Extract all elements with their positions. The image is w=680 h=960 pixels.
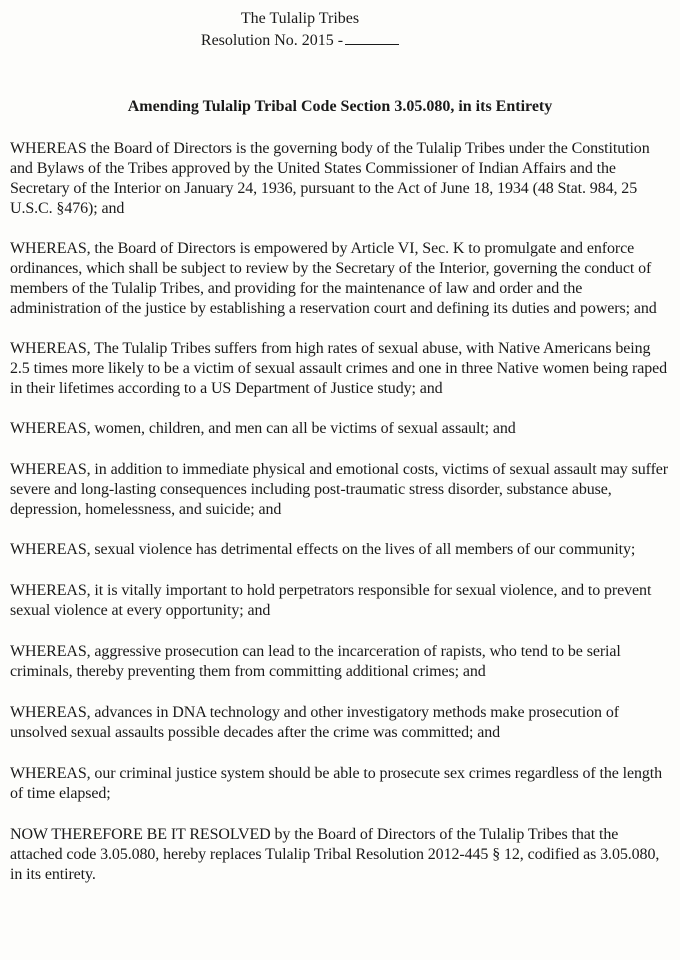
organization-name: The Tulalip Tribes — [240, 10, 360, 27]
whereas-paragraph-1: WHEREAS the Board of Directors is the governing body of the Tulalip Tribes under the Constitution and Bylaws of the Tribes approved by the United States Commissioner of Indian Affairs and the Secretary of the Interior on January 24, 1936, pursuant to the Act of June 18, 1934 (48 Stat. 984, 25 U.S.C. §476); and — [10, 140, 650, 217]
whereas-paragraph-2: WHEREAS, the Board of Directors is empowered by Article VI, Sec. K to promulgate and enforce ordinances, which shall be subject to review by the Secretary of the Interior, governing the conduct of members of the Tulalip Tribes, and providing for the maintenance of law and order and the administration of the justice by establishing a reservation court and defining its duties and powers; and — [10, 240, 657, 317]
document-header — [0, 8, 600, 51]
resolved-paragraph: NOW THEREFORE BE IT RESOLVED by the Board of Directors of the Tulalip Tribes that the attached code 3.05.080, hereby replaces Tulalip Tribal Resolution 2012-445 § 12, codified as 3.05.080, in its entirety. — [10, 826, 660, 883]
resolution-label: Resolution No. 2015 - — [200, 32, 344, 49]
resolution-body — [10, 139, 672, 885]
whereas-paragraph-10: WHEREAS, our criminal justice system should be able to prosecute sex crimes regardless of the length of time elapsed; — [10, 765, 663, 802]
whereas-paragraph-7: WHEREAS, it is vitally important to hold perpetrators responsible for sexual violence, and to prevent sexual violence at every opportunity; and — [10, 582, 652, 619]
whereas-paragraph-3: WHEREAS, The Tulalip Tribes suffers from high rates of sexual abuse, with Native Americans being 2.5 times more likely to be a victim of sexual assault crimes and one in three Native women being raped in their lifetimes according to a US Department of Justice study; and — [10, 340, 668, 397]
resolution-number-line — [0, 29, 600, 51]
whereas-paragraph-5: WHEREAS, in addition to immediate physical and emotional costs, victims of sexual assault may suffer severe and long-lasting consequences including post-traumatic stress disorder, substance abuse, depression, homelessness, and suicide; and — [10, 461, 669, 518]
whereas-paragraph-6: WHEREAS, sexual violence has detrimental effects on the lives of all members of our community; — [10, 541, 636, 558]
resolution-number-blank — [345, 29, 399, 45]
resolution-title: Amending Tulalip Tribal Code Section 3.05.080, in its Entirety — [127, 98, 553, 115]
whereas-paragraph-4: WHEREAS, women, children, and men can all be victims of sexual assault; and — [10, 420, 516, 437]
whereas-paragraph-9: WHEREAS, advances in DNA technology and other investigatory methods make prosecution of unsolved sexual assaults possible decades after the crime was committed; and — [10, 704, 619, 741]
whereas-paragraph-8: WHEREAS, aggressive prosecution can lead to the incarceration of rapists, who tend to be serial criminals, thereby preventing them from committing additional crimes; and — [10, 643, 621, 680]
